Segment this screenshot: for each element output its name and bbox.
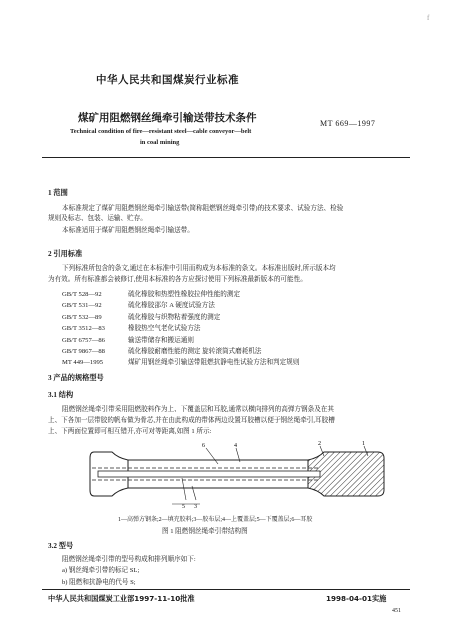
figure-caption: 图 1 阻燃钢丝绳牵引带结构图	[162, 528, 248, 535]
reference-title: 硫化橡胶耐磨性能的测定 旋转滚筒式磨耗机法	[128, 348, 262, 355]
section-3-1-para-1: 阻燃钢丝绳牵引带采用阻燃胶料作为上、下覆盖层和耳胶,通常以横向排列的高弹方钢条及在其	[62, 406, 334, 413]
std-number: MT 669—1997	[320, 119, 376, 128]
reference-standard	[62, 345, 262, 355]
reference-code: GB/T 528—92	[62, 291, 102, 298]
english-title-line-2: in coal mining	[140, 139, 180, 146]
section-3-heading: 3 产品的规格型号	[48, 374, 104, 382]
belt-structure-figure	[88, 438, 388, 510]
figure-label: 2	[318, 441, 321, 447]
reference-code: GB/T 9867—88	[62, 348, 105, 355]
reference-title: 硫化橡胶和热塑性橡胶拉伸性能的测定	[128, 291, 241, 298]
section-3-2-para: 阻燃钢丝绳牵引带的型号构成和排列顺序如下:	[62, 556, 196, 563]
reference-standard	[62, 299, 215, 309]
reference-title: 橡胶热空气老化试验方法	[128, 325, 201, 332]
list-item-b: b) 阻燃和抗静电的代号 S;	[62, 579, 136, 586]
reference-standard	[62, 288, 240, 298]
section-3-2-heading: 3.2 型号	[48, 542, 74, 550]
reference-title: 硫化橡胶与织物粘着强度的测定	[128, 314, 221, 321]
reference-title: 硫化橡胶邵尔 A 硬度试验方法	[128, 302, 215, 309]
reference-standard	[62, 356, 299, 366]
footer-rule	[42, 589, 410, 590]
page-number: 451	[392, 608, 401, 614]
section-1-para-1b: 规则及标志、包装、运输、贮存。	[48, 215, 147, 222]
reference-code: GB/T 3512—83	[62, 325, 105, 332]
issuing-organization: 中华人民共和国煤炭行业标准	[96, 74, 239, 86]
english-title-line-1: Technical condition of fire—resistant steel—cable conveyor—belt	[70, 128, 252, 135]
figure-label: 4	[234, 443, 237, 449]
figure-legend: 1—高弹方钢条;2—填充胶料;3—胶布层;4—上覆盖层;5—下覆盖层;6—耳胶	[118, 517, 313, 523]
figure-label: 6	[202, 443, 205, 449]
section-1-para-2: 本标准适用于煤矿用阻燃钢丝绳牵引输送带。	[62, 227, 194, 234]
figure-label: 1	[362, 441, 365, 447]
steel-bar	[98, 471, 320, 477]
reference-title: 煤矿用钢丝绳牵引输送带阻燃抗静电性试验方法和判定规则	[128, 359, 300, 366]
section-1-heading: 1 范围	[48, 189, 68, 197]
reference-standard	[62, 322, 201, 332]
reference-code: GB/T 6757—86	[62, 337, 105, 344]
section-3-1-para-1b: 上、下各加一层带胶的帆布做为骨芯,并在由此构成的带体两边设置耳胶槽以便于钢丝绳牵引,耳胶槽	[48, 417, 335, 424]
corner-mark: f	[427, 14, 430, 22]
section-3-1-para-1c: 上、下两面位置即可相互错开,亦可对等距离,如图 1 所示:	[48, 428, 212, 435]
figure-label: 3	[194, 504, 197, 510]
reference-code: MT 449—1995	[62, 359, 104, 366]
approval-line: 中华人民共和国煤炭工业部1997-11-10批准	[48, 594, 195, 603]
reference-title: 输送带储存和搬运通则	[128, 337, 194, 344]
header-rule	[42, 157, 410, 158]
section-3-1-heading: 3.1 结构	[48, 391, 74, 399]
reference-code: GB/T 532—89	[62, 314, 102, 321]
section-1-para-1: 本标准规定了煤矿用阻燃钢丝绳牵引输送带(简称阻燃钢丝绳牵引带)的技术要求、试验方法、检验	[62, 205, 344, 212]
reference-standard	[62, 334, 194, 344]
list-item-a: a) 钢丝绳牵引带的标记 SL;	[62, 567, 140, 574]
reference-code: GB/T 531—92	[62, 302, 102, 309]
figure-label: 5	[182, 504, 185, 510]
effective-date: 1998-04-01实施	[326, 594, 387, 603]
document-title: 煤矿用阻燃钢丝绳牵引输送带技术条件	[78, 112, 257, 124]
section-2-para-1: 下列标准所包含的条文,通过在本标准中引用而构成为本标准的条文。本标准出版时,所示版本均	[62, 265, 336, 272]
section-2-heading: 2 引用标准	[48, 250, 83, 258]
reference-standard	[62, 311, 220, 321]
section-2-para-1b: 为有效。所有标准都会被修订,使用本标准的各方应探讨使用下列标准最新版本的可能性。	[48, 276, 307, 283]
